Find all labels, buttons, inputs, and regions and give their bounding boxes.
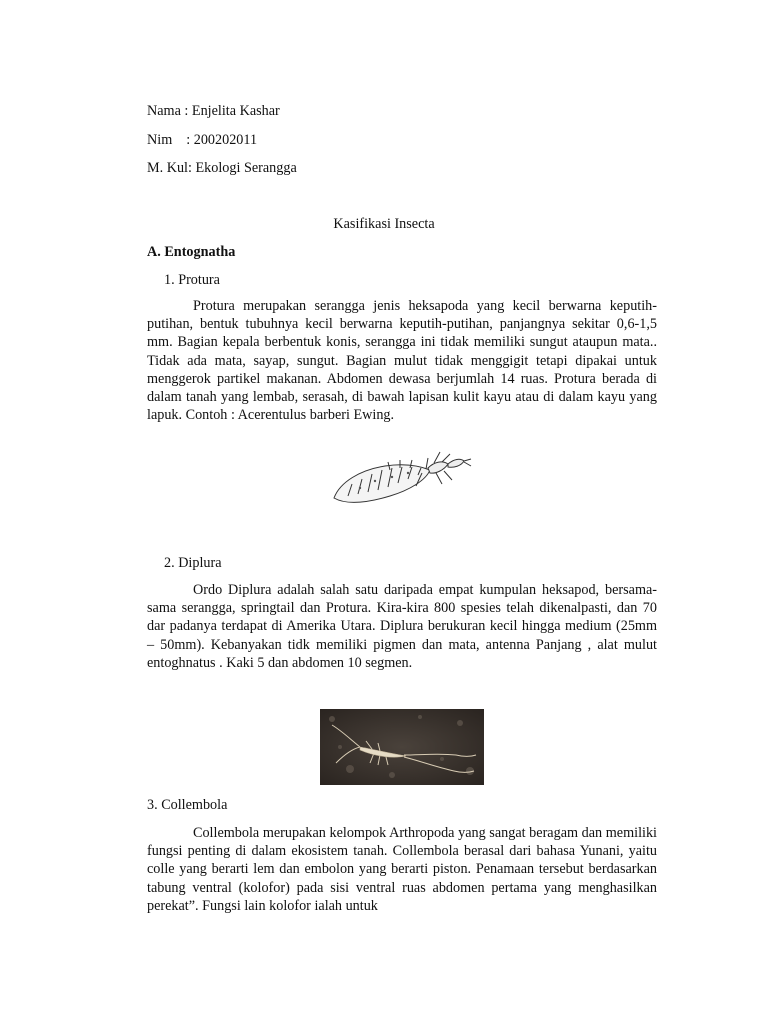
nim-label: Nim [147,132,173,148]
item-protura-heading: 1. Protura [164,272,220,288]
protura-paragraph: Protura merupakan serangga jenis heksapoda yang kecil berwarna keputih-putihan, bentuk tubuhnya kecil berwarna keputih-putihan, panjangnya sekitar 0,6-1,5 mm. Bagian kepala berbentuk konis, serangga ini tidak memiliki sungut ataupun mata.. Tidak ada mata, sayap, sungut. Bagian mulut tidak menggigit tetapi dipakai untuk menggerok partikel makanan. Abdomen dewasa berjumlah 14 ruas. Protura berada di dalam tanah yang lembab, serasah, di bawah lapisan kulit kayu atau di dalam kayu yang lapuk. Contoh : Acerentulus barberi Ewing. [147,298,657,424]
item-diplura-heading: 2. Diplura [164,555,222,571]
student-name: Nama : Enjelita Kashar [147,103,280,119]
diplura-photo [320,709,484,785]
diplura-insect-photo [320,709,484,785]
diplura-paragraph: Ordo Diplura adalah salah satu daripada empat kumpulan heksapod, bersama-sama serangga, springtail dan Protura. Kira-kira 800 spesies telah dikenalpasti, dan 70 dar padanya terdapat di Amerika Utara. Diplura berukuran kecil hingga medium (25mm – 50mm). Kebanyakan tidk memiliki pigmen dan mata, antenna Panjang , alat mulut entoghnatus . Kaki 5 dan abdomen 10 segmen. [147,582,657,671]
course-name: M. Kul: Ekologi Serangga [147,160,297,176]
nim-value: : 200202011 [186,132,258,148]
protura-image [330,446,475,516]
section-heading: A. Entognatha [147,244,236,260]
collembola-paragraph: Collembola merupakan kelompok Arthropoda yang sangat beragam dan memiliki fungsi penting di dalam ekosistem tanah. Collembola berasal dari bahasa Yunani, yaitu colle yang berarti lem dan embolon yang berarti piston. Penamaan tersebut berdasarkan tabung ventral (kolofor) pada sisi ventral ruas abdomen pertama yang menghasilkan perekat”. Fungsi lain kolofor ialah untuk [147,825,657,914]
student-nim [147,131,257,149]
document-title: Kasifikasi Insecta [333,216,435,232]
protura-insect-drawing [330,446,475,516]
item-collembola-heading: 3. Collembola [147,797,228,813]
